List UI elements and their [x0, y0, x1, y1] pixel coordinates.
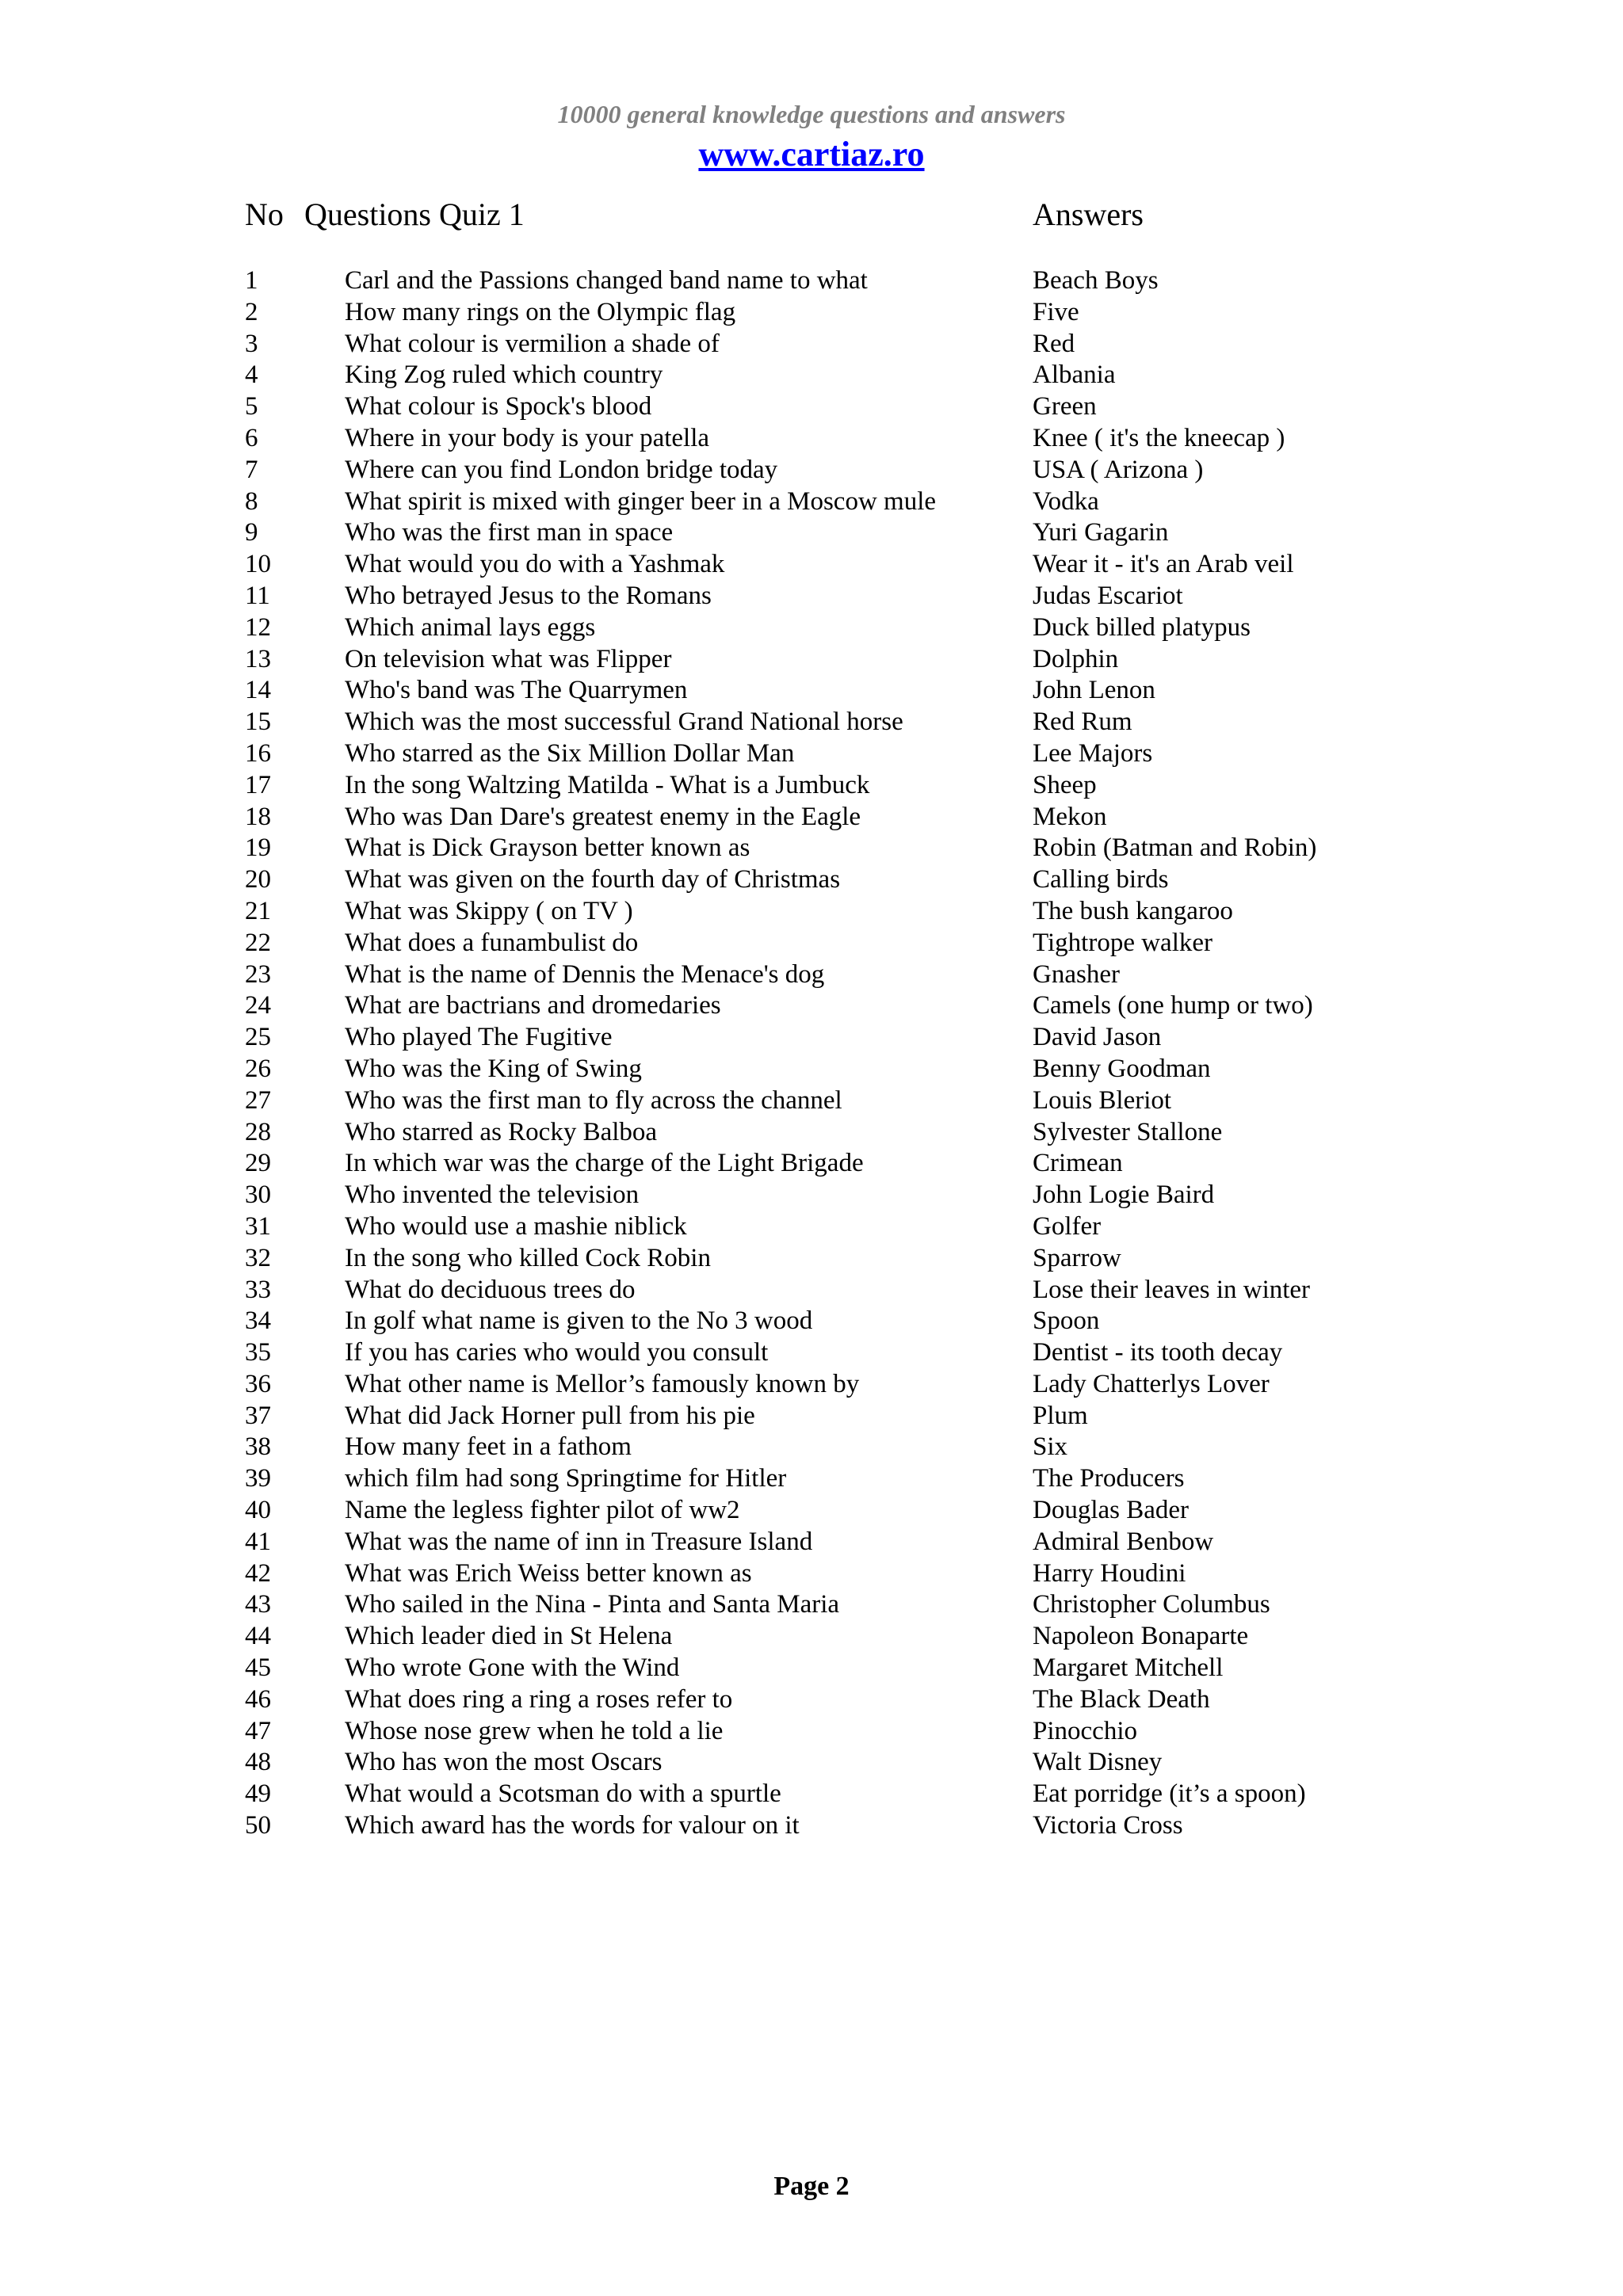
table-row	[0, 1558, 1623, 1590]
answer-text: Pinocchio	[1033, 1716, 1137, 1745]
question-number: 47	[245, 1716, 271, 1745]
quiz-table	[0, 265, 1623, 1842]
table-row	[0, 896, 1623, 928]
answer-text: John Lenon	[1033, 676, 1155, 705]
question-number: 14	[245, 676, 271, 705]
table-row	[0, 455, 1623, 486]
answer-text: Harry Houdini	[1033, 1558, 1186, 1588]
question-number: 2	[245, 297, 258, 326]
answer-text: Louis Bleriot	[1033, 1085, 1172, 1115]
question-number: 50	[245, 1811, 271, 1840]
answer-text: Douglas Bader	[1033, 1496, 1190, 1525]
table-row	[0, 1085, 1623, 1117]
table-row	[0, 1810, 1623, 1842]
answer-text: Red	[1033, 329, 1075, 358]
answer-text: Napoleon Bonaparte	[1033, 1622, 1249, 1651]
question-text: Who was Dan Dare's greatest enemy in the Eagle	[345, 802, 861, 831]
question-text: What are bactrians and dromedaries	[345, 991, 721, 1020]
answer-text: Beach Boys	[1033, 266, 1159, 295]
question-number: 21	[245, 896, 271, 925]
question-number: 17	[245, 770, 271, 799]
table-row	[0, 360, 1623, 391]
question-number: 30	[245, 1180, 271, 1210]
question-number: 13	[245, 644, 271, 673]
question-number: 44	[245, 1622, 271, 1651]
answer-text: Yuri Gagarin	[1033, 518, 1169, 547]
table-row	[0, 802, 1623, 833]
question-number: 39	[245, 1464, 271, 1493]
table-row	[0, 675, 1623, 707]
table-row	[0, 1527, 1623, 1558]
answer-text: Sylvester Stallone	[1033, 1117, 1223, 1146]
question-number: 48	[245, 1748, 271, 1777]
answer-text: Eat porridge (it’s a spoon)	[1033, 1779, 1306, 1809]
question-text: What would a Scotsman do with a spurtle	[345, 1779, 781, 1809]
answer-text: David Jason	[1033, 1023, 1162, 1052]
question-text: Which award has the words for valour on it	[345, 1811, 800, 1840]
question-number: 8	[245, 486, 258, 516]
table-row	[0, 517, 1623, 549]
table-row	[0, 1211, 1623, 1243]
answer-text: Crimean	[1033, 1149, 1123, 1178]
table-row	[0, 1432, 1623, 1463]
table-row	[0, 833, 1623, 864]
question-text: What was Skippy ( on TV )	[345, 896, 633, 925]
question-text: What was the name of inn in Treasure Island	[345, 1527, 813, 1556]
table-row	[0, 1337, 1623, 1369]
question-text: Who was the first man to fly across the channel	[345, 1085, 842, 1115]
table-row	[0, 549, 1623, 581]
question-number: 29	[245, 1149, 271, 1178]
question-text: What would you do with a Yashmak	[345, 550, 725, 579]
question-text: Who has won the most Oscars	[345, 1748, 663, 1777]
answer-text: Admiral Benbow	[1033, 1527, 1214, 1556]
table-row	[0, 486, 1623, 518]
question-text: What other name is Mellor’s famously known by	[345, 1369, 860, 1398]
question-number: 27	[245, 1085, 271, 1115]
question-number: 9	[245, 518, 258, 547]
question-number: 42	[245, 1558, 271, 1588]
question-text: Who invented the television	[345, 1180, 640, 1210]
table-row	[0, 1054, 1623, 1085]
column-header-questions: Questions Quiz 1	[304, 196, 525, 232]
table-row	[0, 1747, 1623, 1779]
question-number: 45	[245, 1653, 271, 1683]
table-row	[0, 928, 1623, 959]
answer-text: The bush kangaroo	[1033, 896, 1233, 925]
answer-text: Sparrow	[1033, 1243, 1121, 1272]
answer-text: Plum	[1033, 1401, 1088, 1430]
table-row	[0, 1401, 1623, 1432]
question-number: 23	[245, 959, 271, 989]
question-text: Who was the King of Swing	[345, 1054, 642, 1083]
question-number: 36	[245, 1369, 271, 1398]
column-header-answers: Answers	[1033, 196, 1144, 232]
answer-text: Margaret Mitchell	[1033, 1653, 1224, 1683]
question-text: What was Erich Weiss better known as	[345, 1558, 752, 1588]
question-text: In the song who killed Cock Robin	[345, 1243, 711, 1272]
question-text: In which war was the charge of the Light Brigade	[345, 1149, 864, 1178]
table-row	[0, 1306, 1623, 1337]
question-number: 6	[245, 423, 258, 452]
table-row	[0, 770, 1623, 802]
table-row	[0, 612, 1623, 644]
question-text: What is Dick Grayson better known as	[345, 833, 750, 863]
question-text: In golf what name is given to the No 3 wood	[345, 1306, 813, 1336]
question-text: If you has caries who would you consult	[345, 1338, 769, 1367]
answer-text: Six	[1033, 1432, 1068, 1462]
page-number: Page 2	[773, 2172, 850, 2201]
table-row	[0, 1369, 1623, 1401]
question-number: 32	[245, 1243, 271, 1272]
table-row	[0, 707, 1623, 738]
question-number: 26	[245, 1054, 271, 1083]
answer-text: John Logie Baird	[1033, 1180, 1215, 1210]
question-number: 19	[245, 833, 271, 863]
question-text: What spirit is mixed with ginger beer in a Moscow mule	[345, 486, 937, 516]
question-text: In the song Waltzing Matilda - What is a Jumbuck	[345, 770, 870, 799]
question-number: 25	[245, 1023, 271, 1052]
answer-text: Victoria Cross	[1033, 1811, 1183, 1840]
question-text: Who starred as the Six Million Dollar Man	[345, 738, 795, 768]
table-row	[0, 1117, 1623, 1149]
question-text: which film had song Springtime for Hitler	[345, 1464, 787, 1493]
answer-text: Sheep	[1033, 770, 1097, 799]
answer-text: The Producers	[1033, 1464, 1185, 1493]
question-text: Where in your body is your patella	[345, 423, 710, 452]
question-text: Where can you find London bridge today	[345, 455, 778, 484]
answer-text: Benny Goodman	[1033, 1054, 1211, 1083]
answer-text: Wear it - it's an Arab veil	[1033, 550, 1294, 579]
table-row	[0, 265, 1623, 297]
answer-text: Robin (Batman and Robin)	[1033, 833, 1317, 863]
question-number: 28	[245, 1117, 271, 1146]
table-row	[0, 738, 1623, 770]
question-number: 3	[245, 329, 258, 358]
table-row	[0, 1180, 1623, 1211]
question-text: Who's band was The Quarrymen	[345, 676, 688, 705]
table-row	[0, 423, 1623, 455]
question-number: 1	[245, 266, 258, 295]
answer-text: USA ( Arizona )	[1033, 455, 1204, 484]
question-text: Which animal lays eggs	[345, 612, 596, 642]
question-number: 38	[245, 1432, 271, 1462]
table-row	[0, 329, 1623, 360]
question-text: What did Jack Horner pull from his pie	[345, 1401, 755, 1430]
question-text: Whose nose grew when he told a lie	[345, 1716, 724, 1745]
question-number: 5	[245, 392, 258, 421]
question-number: 46	[245, 1684, 271, 1714]
table-row	[0, 1716, 1623, 1748]
question-text: Carl and the Passions changed band name to what	[345, 266, 868, 295]
answer-text: Judas Escariot	[1033, 581, 1183, 610]
question-number: 16	[245, 738, 271, 768]
answer-text: Lose their leaves in winter	[1033, 1275, 1311, 1304]
answer-text: Walt Disney	[1033, 1748, 1163, 1777]
question-text: Which leader died in St Helena	[345, 1622, 673, 1651]
answer-text: Calling birds	[1033, 865, 1169, 894]
question-number: 20	[245, 865, 271, 894]
question-number: 11	[245, 581, 270, 610]
question-number: 49	[245, 1779, 271, 1809]
answer-text: Green	[1033, 392, 1097, 421]
question-text: What colour is Spock's blood	[345, 392, 652, 421]
table-row	[0, 1243, 1623, 1275]
question-number: 24	[245, 991, 271, 1020]
question-text: Who would use a mashie niblick	[345, 1211, 687, 1241]
question-number: 31	[245, 1211, 271, 1241]
table-row	[0, 1589, 1623, 1621]
table-row	[0, 644, 1623, 676]
column-header-no: No	[245, 196, 284, 232]
question-number: 40	[245, 1496, 271, 1525]
question-text: What do deciduous trees do	[345, 1275, 636, 1304]
question-number: 10	[245, 550, 271, 579]
table-row	[0, 297, 1623, 329]
answer-text: Red Rum	[1033, 707, 1132, 737]
answer-text: Camels (one hump or two)	[1033, 991, 1313, 1020]
table-row	[0, 391, 1623, 423]
question-number: 7	[245, 455, 258, 484]
question-number: 35	[245, 1338, 271, 1367]
table-row	[0, 864, 1623, 896]
table-row	[0, 959, 1623, 991]
question-number: 12	[245, 612, 271, 642]
question-text: What does ring a ring a roses refer to	[345, 1684, 733, 1714]
answer-text: Albania	[1033, 360, 1116, 390]
answer-text: Lady Chatterlys Lover	[1033, 1369, 1270, 1398]
question-number: 34	[245, 1306, 271, 1336]
question-text: Who betrayed Jesus to the Romans	[345, 581, 712, 610]
table-row	[0, 1463, 1623, 1495]
answer-text: Vodka	[1033, 486, 1099, 516]
answer-text: Christopher Columbus	[1033, 1590, 1270, 1619]
website-link[interactable]: www.cartiaz.ro	[698, 135, 925, 174]
answer-text: Spoon	[1033, 1306, 1100, 1336]
answer-text: Knee ( it's the kneecap )	[1033, 423, 1285, 452]
answer-text: The Black Death	[1033, 1684, 1210, 1714]
question-text: What was given on the fourth day of Christmas	[345, 865, 841, 894]
question-text: What colour is vermilion a shade of	[345, 329, 720, 358]
answer-text: Lee Majors	[1033, 738, 1153, 768]
question-text: What is the name of Dennis the Menace's dog	[345, 959, 825, 989]
question-text: What does a funambulist do	[345, 928, 639, 957]
question-text: King Zog ruled which country	[345, 360, 663, 390]
question-number: 22	[245, 928, 271, 957]
question-number: 43	[245, 1590, 271, 1619]
question-text: On television what was Flipper	[345, 644, 672, 673]
question-text: Who wrote Gone with the Wind	[345, 1653, 680, 1683]
question-text: Who was the first man in space	[345, 518, 674, 547]
table-row	[0, 581, 1623, 612]
table-row	[0, 1653, 1623, 1684]
answer-text: Golfer	[1033, 1211, 1102, 1241]
question-text: Who sailed in the Nina - Pinta and Santa Maria	[345, 1590, 840, 1619]
question-text: How many feet in a fathom	[345, 1432, 632, 1462]
question-text: Who played The Fugitive	[345, 1023, 613, 1052]
question-text: How many rings on the Olympic flag	[345, 297, 736, 326]
website-link-container	[0, 133, 1623, 176]
question-number: 33	[245, 1275, 271, 1304]
question-number: 41	[245, 1527, 271, 1556]
table-row	[0, 1495, 1623, 1527]
table-row	[0, 1275, 1623, 1306]
answer-text: Dolphin	[1033, 644, 1119, 673]
answer-text: Gnasher	[1033, 959, 1120, 989]
table-row	[0, 1684, 1623, 1716]
answer-text: Tightrope walker	[1033, 928, 1213, 957]
table-row	[0, 1148, 1623, 1180]
question-number: 4	[245, 360, 258, 390]
answer-text: Five	[1033, 297, 1079, 326]
table-row	[0, 1621, 1623, 1653]
answer-text: Mekon	[1033, 802, 1107, 831]
question-number: 37	[245, 1401, 271, 1430]
question-text: Name the legless fighter pilot of ww2	[345, 1496, 740, 1525]
table-row	[0, 1779, 1623, 1810]
question-text: Who starred as Rocky Balboa	[345, 1117, 658, 1146]
question-text: Which was the most successful Grand National horse	[345, 707, 903, 737]
table-row	[0, 990, 1623, 1022]
answer-text: Duck billed platypus	[1033, 612, 1251, 642]
table-row	[0, 1022, 1623, 1054]
question-number: 15	[245, 707, 271, 737]
answer-text: Dentist - its tooth decay	[1033, 1338, 1283, 1367]
question-number: 18	[245, 802, 271, 831]
document-subtitle: 10000 general knowledge questions and answers	[557, 100, 1066, 128]
